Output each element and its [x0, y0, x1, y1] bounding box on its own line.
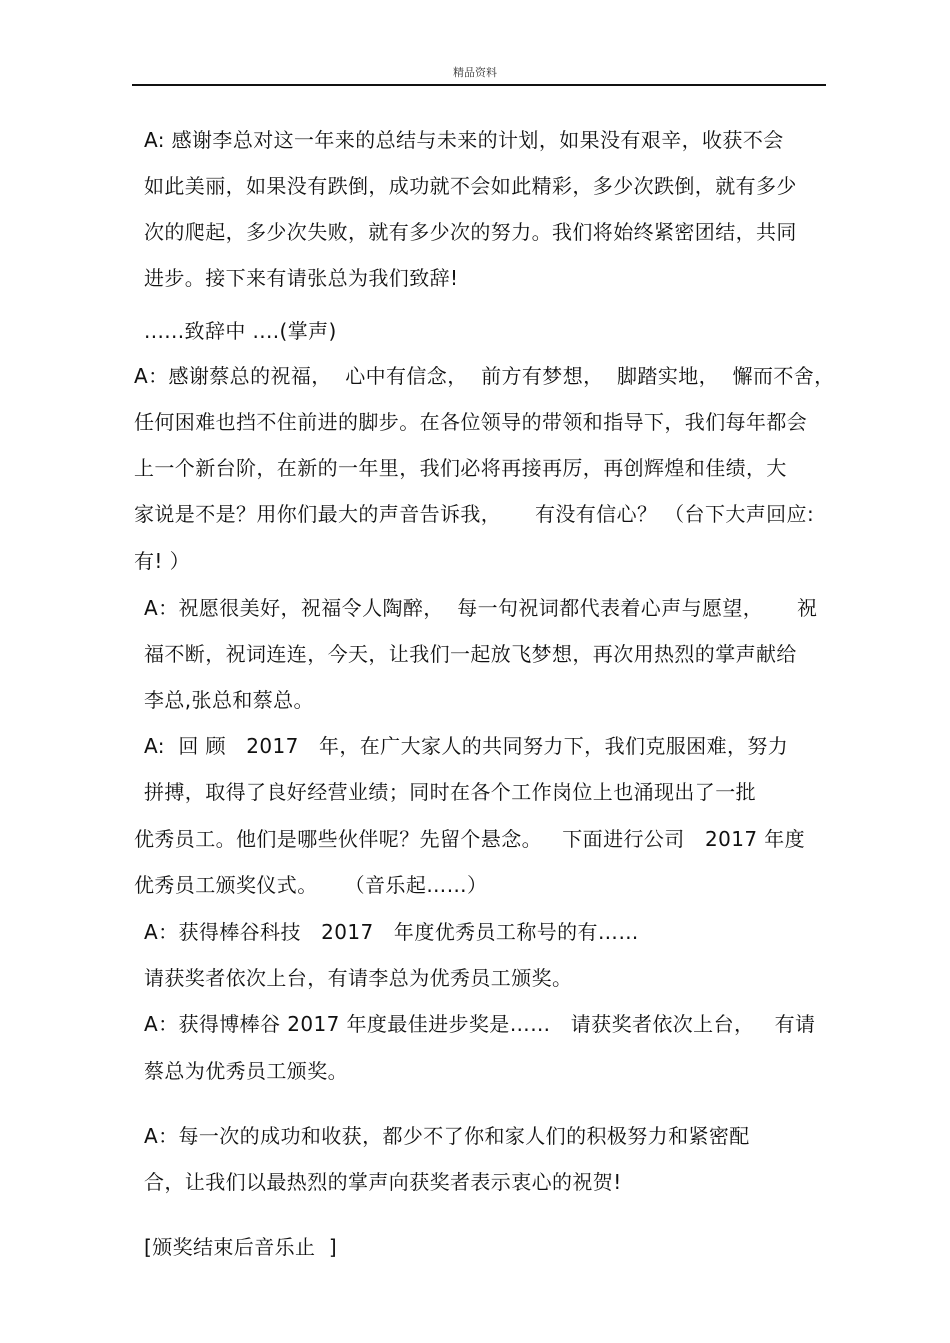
paragraph-3-line-3: 上一个新台阶，在新的一年里，我们必将再接再厉，再创辉煌和佳绩，大: [134, 456, 787, 480]
paragraph-3-line-4: 家说是不是？用你们最大的声音告诉我， 有没有信心？ （台下大声回应:: [134, 502, 815, 526]
paragraph-7-line-2: 蔡总为优秀员工颁奖。: [144, 1059, 348, 1083]
paragraph-1-line-3: 次的爬起，多少次失败，就有多少次的努力。我们将始终紧密团结，共同: [144, 220, 797, 244]
paragraph-4-line-1: A：祝愿很美好，祝福令人陶醉， 每一句祝词都代表着心声与愿望， 祝: [144, 596, 818, 620]
paragraph-5-line-4: 优秀员工颁奖仪式。 （音乐起……）: [134, 873, 488, 897]
header-divider: [132, 84, 826, 86]
paragraph-2-line-1: ......致辞中 ....(掌声): [144, 319, 337, 343]
paragraph-9-line-1: [颁奖结束后音乐止 ]: [144, 1235, 338, 1259]
paragraph-4-line-2: 福不断，祝词连连，今天，让我们一起放飞梦想，再次用热烈的掌声献给: [144, 642, 797, 666]
paragraph-5-line-3: 优秀员工。他们是哪些伙伴呢？先留个悬念。 下面进行公司 2017 年度: [134, 827, 805, 851]
paragraph-1-line-2: 如此美丽，如果没有跌倒，成功就不会如此精彩，多少次跌倒，就有多少: [144, 174, 797, 198]
paragraph-6-line-2: 请获奖者依次上台，有请李总为优秀员工颁奖。: [144, 966, 573, 990]
paragraph-1-line-1: A: 感谢李总对这一年来的总结与未来的计划，如果没有艰辛，收获不会: [144, 128, 784, 152]
paragraph-8-line-1: A：每一次的成功和收获，都少不了你和家人们的积极努力和紧密配: [144, 1124, 750, 1148]
paragraph-5-line-2: 拼搏，取得了良好经营业绩；同时在各个工作岗位上也涌现出了一批: [144, 780, 756, 804]
paragraph-3-line-1: A：感谢蔡总的祝福， 心中有信念， 前方有梦想， 脚踏实地， 懈而不舍，: [134, 364, 835, 388]
paragraph-8-line-2: 合，让我们以最热烈的掌声向获奖者表示衷心的祝贺!: [144, 1170, 622, 1194]
paragraph-1-line-4: 进步。接下来有请张总为我们致辞!: [144, 266, 459, 290]
paragraph-5-line-1: A: 回 顾 2017 年，在广大家人的共同努力下，我们克服困难，努力: [144, 734, 789, 758]
paragraph-7-line-1: A：获得博棒谷 2017 年度最佳进步奖是…… 请获奖者依次上台， 有请: [144, 1012, 816, 1036]
paragraph-6-line-1: A：获得棒谷科技 2017 年度优秀员工称号的有……: [144, 920, 639, 944]
page-header-label: 精品资料: [453, 66, 497, 79]
paragraph-3-line-2: 任何困难也挡不住前进的脚步。在各位领导的带领和指导下，我们每年都会: [134, 410, 808, 434]
paragraph-3-line-5: 有! ）: [134, 549, 190, 573]
paragraph-4-line-3: 李总,张总和蔡总。: [144, 688, 314, 712]
